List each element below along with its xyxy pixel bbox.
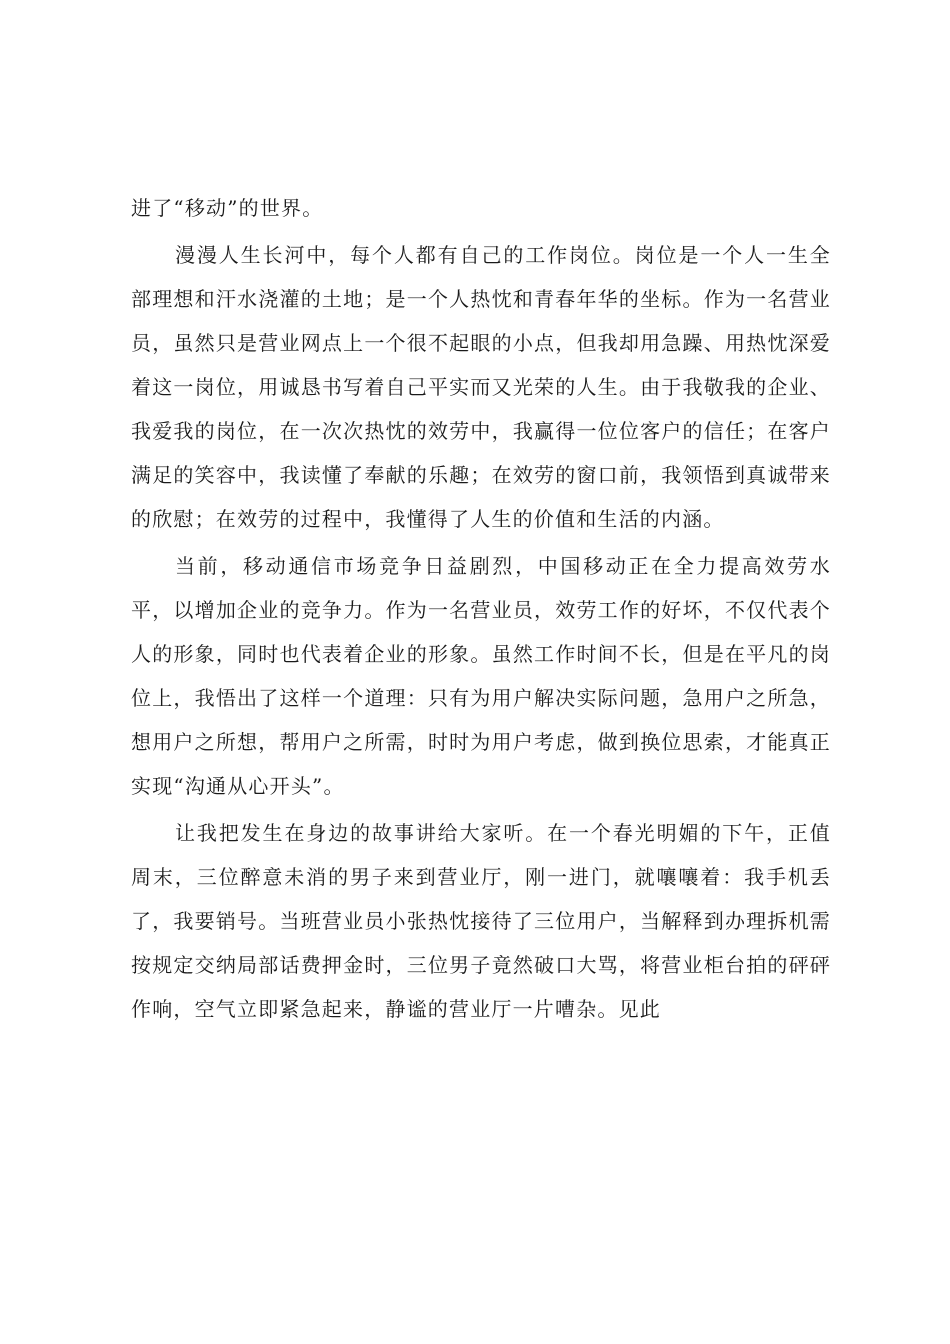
paragraph-continuation: 进了“移动”的世界。 (131, 196, 324, 220)
paragraph-job-position: 漫漫人生长河中，每个人都有自己的工作岗位。岗位是一个人一生全部理想和汗水浇灌的土地；是一个人热忱和青春年华的坐标。作为一名营业员，虽然只是营业网点上一个很不起眼的小点，但我却用急躁、用热忱深爱着这一岗位，用诚恳书写着自己平实而又光荣的人生。由于我敬我的企业、我爱我的岗位，在一次次热忱的效劳中，我赢得一位位客户的信任；在客户满足的笑容中，我读懂了奉献的乐趣；在效劳的窗口前，我领悟到真诚带来的欣慰；在效劳的过程中，我懂得了人生的价值和生活的内涵。 (131, 243, 831, 531)
body-text (131, 186, 831, 1034)
paragraph-story: 让我把发生在身边的故事讲给大家听。在一个春光明媚的下午，正值周末，三位醉意未消的男子来到营业厅，刚一进门，就嚷嚷着：我手机丢了，我要销号。当班营业员小张热忱接待了三位用户，当解释到办理拆机需按规定交纳局部话费押金时，三位男子竟然破口大骂，将营业柜台拍的砰砰作响，空气立即紧急起来，静谧的营业厅一片嘈杂。见此 (131, 821, 831, 1021)
paragraph-market-competition: 当前，移动通信市场竞争日益剧烈，中国移动正在全力提高效劳水平，以增加企业的竞争力。作为一名营业员，效劳工作的好坏，不仅代表个人的形象，同时也代表着企业的形象。虽然工作时间不长，但是在平凡的岗位上，我悟出了这样一个道理：只有为用户解决实际问题，急用户之所急，想用户之所想，帮用户之所需，时时为用户考虑，做到换位思索，才能真正实现“沟通从心开头”。 (131, 554, 831, 798)
